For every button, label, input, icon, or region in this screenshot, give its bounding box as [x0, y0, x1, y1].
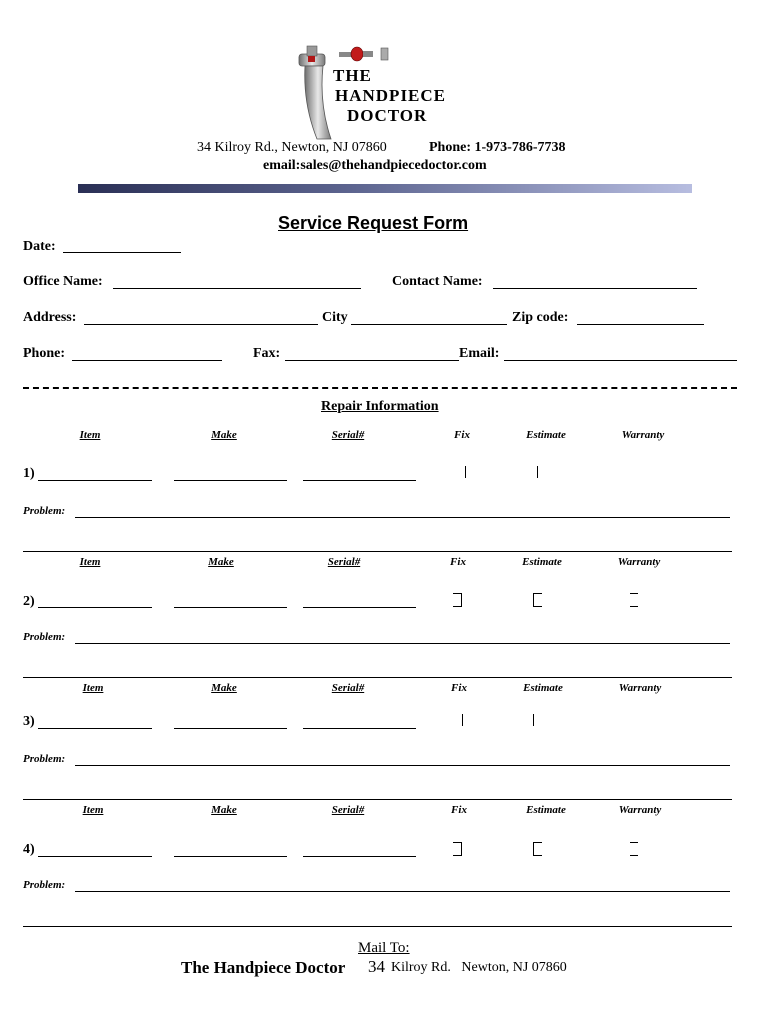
fax-field[interactable] — [285, 360, 459, 361]
item-field[interactable] — [38, 856, 152, 857]
column-serial: Serial# — [331, 429, 365, 441]
make-field[interactable] — [174, 728, 287, 729]
estimate-checkbox[interactable] — [533, 842, 542, 856]
date-label: Date: — [23, 239, 56, 254]
section-separator — [23, 387, 737, 389]
column-estimate: Estimate — [523, 682, 563, 694]
address-field[interactable] — [84, 324, 318, 325]
row-number: 2) — [23, 594, 35, 609]
column-estimate: Estimate — [526, 429, 566, 441]
header-phone: Phone: 1-973-786-7738 — [429, 140, 566, 155]
problem-field-line-2[interactable] — [23, 799, 732, 800]
problem-field-line-2[interactable] — [23, 551, 732, 552]
column-make: Make — [208, 556, 234, 568]
column-estimate: Estimate — [526, 804, 566, 816]
mail-to-label: Mail To: — [358, 940, 410, 956]
contact-name-label: Contact Name: — [392, 274, 483, 289]
city-field[interactable] — [351, 324, 507, 325]
warranty-checkbox[interactable] — [630, 842, 638, 856]
row-number: 1) — [23, 466, 35, 481]
zip-field[interactable] — [577, 324, 704, 325]
contact-name-field[interactable] — [493, 288, 697, 289]
problem-label: Problem: — [23, 505, 66, 517]
column-item: Item — [82, 682, 104, 694]
row-number: 3) — [23, 714, 35, 729]
serial-field[interactable] — [303, 728, 416, 729]
estimate-checkbox[interactable] — [533, 593, 542, 607]
header-divider-bar — [78, 184, 692, 193]
zip-label: Zip code: — [512, 310, 569, 325]
problem-field[interactable] — [75, 643, 730, 644]
column-estimate: Estimate — [522, 556, 562, 568]
logo-line-handpiece: HANDPIECE — [335, 86, 447, 105]
make-field[interactable] — [174, 607, 287, 608]
office-name-label: Office Name: — [23, 274, 103, 289]
serial-field[interactable] — [303, 480, 416, 481]
header-email: email:sales@thehandpiecedoctor.com — [263, 158, 487, 173]
date-field[interactable] — [63, 252, 181, 253]
problem-field-line-2[interactable] — [23, 677, 732, 678]
fix-checkbox[interactable] — [453, 593, 462, 607]
office-name-field[interactable] — [113, 288, 361, 289]
column-serial: Serial# — [331, 682, 365, 694]
column-warranty: Warranty — [621, 429, 665, 441]
company-logo — [295, 44, 475, 144]
column-fix: Fix — [451, 682, 467, 694]
column-item: Item — [82, 804, 104, 816]
problem-field[interactable] — [75, 765, 730, 766]
fix-checkbox[interactable] — [453, 842, 462, 856]
footer-company-name: The Handpiece Doctor — [181, 958, 346, 977]
column-item: Item — [79, 429, 101, 441]
problem-label: Problem: — [23, 879, 66, 891]
problem-field-line-2[interactable] — [23, 926, 732, 927]
problem-field[interactable] — [75, 517, 730, 518]
column-serial: Serial# — [331, 804, 365, 816]
problem-label: Problem: — [23, 631, 66, 643]
column-fix: Fix — [451, 804, 467, 816]
address-label: Address: — [23, 310, 77, 325]
estimate-checkbox[interactable] — [533, 714, 534, 726]
problem-label: Problem: — [23, 753, 66, 765]
column-item: Item — [79, 556, 101, 568]
city-label: City — [322, 310, 348, 325]
column-fix: Fix — [450, 556, 466, 568]
item-field[interactable] — [38, 607, 152, 608]
header-address: 34 Kilroy Rd., Newton, NJ 07860 — [197, 140, 387, 155]
repair-information-title: Repair Information — [321, 399, 439, 414]
form-title: Service Request Form — [278, 213, 469, 233]
email-label: Email: — [459, 346, 500, 361]
column-warranty: Warranty — [617, 556, 661, 568]
problem-field[interactable] — [75, 891, 730, 892]
column-warranty: Warranty — [618, 682, 662, 694]
phone-label: Phone: — [23, 346, 65, 361]
column-make: Make — [211, 804, 237, 816]
fix-checkbox[interactable] — [465, 466, 466, 478]
serial-field[interactable] — [303, 856, 416, 857]
fax-label: Fax: — [253, 346, 281, 361]
column-make: Make — [211, 682, 237, 694]
column-serial: Serial# — [327, 556, 361, 568]
column-make: Make — [211, 429, 237, 441]
make-field[interactable] — [174, 480, 287, 481]
item-field[interactable] — [38, 480, 152, 481]
footer-street-number: 34 — [368, 957, 385, 976]
fix-checkbox[interactable] — [462, 714, 463, 726]
estimate-checkbox[interactable] — [537, 466, 538, 478]
row-number: 4) — [23, 842, 35, 857]
item-field[interactable] — [38, 728, 152, 729]
logo-line-doctor: DOCTOR — [347, 106, 428, 125]
email-field[interactable] — [504, 360, 737, 361]
column-fix: Fix — [454, 429, 470, 441]
warranty-checkbox[interactable] — [630, 593, 638, 607]
make-field[interactable] — [174, 856, 287, 857]
logo-line-the: THE — [333, 66, 372, 85]
footer-address: Kilroy Rd. Newton, NJ 07860 — [391, 960, 567, 975]
serial-field[interactable] — [303, 607, 416, 608]
phone-field[interactable] — [72, 360, 222, 361]
column-warranty: Warranty — [618, 804, 662, 816]
